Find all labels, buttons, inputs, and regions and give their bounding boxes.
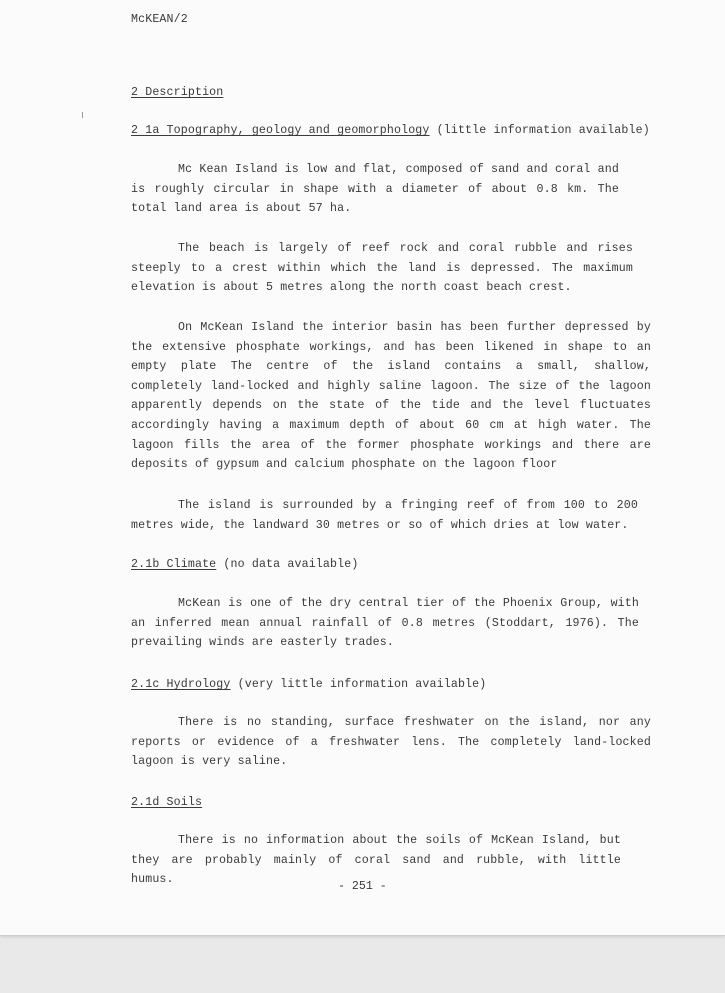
section-heading (131, 83, 223, 103)
soils-heading (131, 793, 202, 813)
climate-paragraph: McKean is one of the dry central tier of the Phoenix Group, with an inferred mean annual rainfall of 0.8 metres (Stoddart, 1976). The prevailing winds are easterly trades. (131, 597, 639, 650)
hydrology-heading-text: 2.1c Hydrology (131, 678, 231, 691)
hydrology-note: (very little information available) (237, 678, 487, 691)
climate-heading (131, 555, 358, 575)
hydrology-heading (131, 675, 486, 695)
scan-speck (82, 112, 83, 118)
climate-note: (no data available) (223, 558, 359, 571)
climate-heading-text: 2.1b Climate (131, 558, 217, 571)
topography-heading (131, 121, 650, 141)
topography-paragraph-3: On McKean Island the interior basin has been further depressed by the extensive phosphate workings, and has been likened in shape to an empty plate The centre of the island contains a small, shallow, completely land-locked and highly saline lagoon. The size of the lagoon apparently depends on the state of the tide and the level fluctuates accordingly having a maximum depth of about 60 cm at high water. The lagoon fills the area of the former phosphate workings and there are deposits of gypsum and calcium phosphate on the lagoon floor (131, 321, 651, 472)
topography-note: (little information available) (436, 124, 650, 137)
section-heading-text: 2 Description (131, 86, 224, 99)
page-number: - 251 - (338, 880, 387, 893)
topography-paragraph-4: The island is surrounded by a fringing reef of from 100 to 200 metres wide, the landward 30 metres or so of which dries at low water. (131, 499, 638, 532)
soils-heading-text: 2.1d Soils (131, 796, 203, 809)
topography-paragraph-2: The beach is largely of reef rock and coral rubble and rises steeply to a crest within which the land is depressed. The maximum elevation is about 5 metres along the north coast beach crest. (131, 242, 633, 295)
page-edge (0, 935, 725, 936)
soils-paragraph: There is no information about the soils of McKean Island, but they are probably mainly of coral sand and rubble, with little humus. (131, 834, 621, 887)
topography-paragraph-1: Mc Kean Island is low and flat, composed of sand and coral and is roughly circular in shape with a diameter of about 0.8 km. The total land area is about 57 ha. (131, 163, 619, 216)
document-reference: McKEAN/2 (131, 13, 188, 26)
hydrology-paragraph: There is no standing, surface freshwater on the island, nor any reports or evidence of a freshwater lens. The completely land-locked lagoon is very saline. (131, 716, 651, 769)
topography-heading-text: 2 1a Topography, geology and geomorphology (131, 124, 430, 137)
